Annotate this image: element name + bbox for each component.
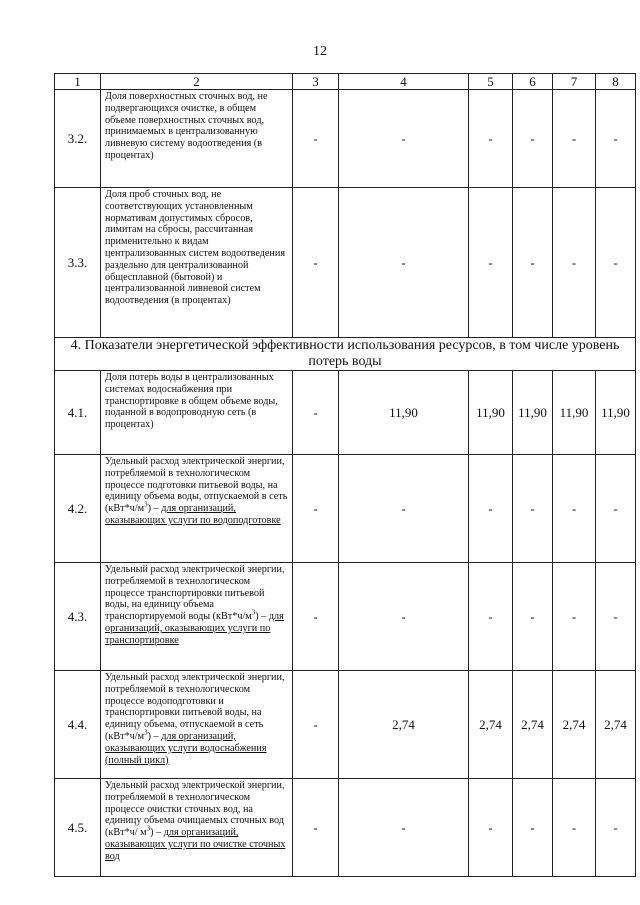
cell-col-5: - — [469, 188, 513, 338]
cell-col-6: 11,90 — [513, 371, 553, 455]
cell-col-3: - — [293, 90, 339, 188]
cell-col-7: - — [553, 455, 596, 563]
section-4-heading-row — [55, 338, 636, 371]
page-number: 12 — [313, 44, 327, 59]
cell-col-7: 2,74 — [553, 671, 596, 779]
cell-col-6: - — [513, 90, 553, 188]
cell-col-3: - — [293, 455, 339, 563]
cell-col-8: - — [596, 779, 636, 877]
cell-col-4: - — [339, 779, 469, 877]
cell-col-8: - — [596, 563, 636, 671]
row-description: Доля поверхностных сточных вод, не подвергающихся очистке, в общем объеме поверхностных сточных вод, принимаемых в централизованную ливневую систему водоотведения (в процентах) — [101, 90, 293, 188]
cell-col-7: - — [553, 90, 596, 188]
description-dash: ) – — [147, 503, 162, 515]
superscript: 3 — [144, 728, 148, 737]
header-col-6: 6 — [513, 74, 553, 90]
table-row-4-5 — [55, 779, 636, 877]
section-4-title: 4. Показатели энергетической эффективности использования ресурсов, в том числе уровень потерь воды — [55, 338, 636, 371]
row-number: 4.2. — [55, 455, 101, 563]
description-underlined: для организаций, оказывающих услуги по транспортировке — [105, 611, 284, 646]
table-row-4-2 — [55, 455, 636, 563]
row-description — [101, 779, 293, 877]
description-dash: ) – — [150, 827, 164, 839]
cell-col-4: 2,74 — [339, 671, 469, 779]
description-dash: ) – — [147, 730, 162, 742]
description-underlined: для организаций, оказывающих услуги по водоподготовке — [105, 503, 281, 526]
cell-col-3: - — [293, 188, 339, 338]
header-col-5: 5 — [469, 74, 513, 90]
cell-col-8: - — [596, 188, 636, 338]
row-number: 4.4. — [55, 671, 101, 779]
cell-col-4: - — [339, 90, 469, 188]
superscript: 3 — [144, 500, 148, 509]
row-description — [101, 671, 293, 779]
cell-col-4: - — [339, 563, 469, 671]
cell-col-6: - — [513, 779, 553, 877]
header-col-1: 1 — [55, 74, 101, 90]
cell-col-5: - — [469, 563, 513, 671]
cell-col-4: - — [339, 455, 469, 563]
row-description — [101, 455, 293, 563]
header-col-7: 7 — [553, 74, 596, 90]
row-description — [101, 563, 293, 671]
row-number: 4.1. — [55, 371, 101, 455]
row-number: 4.3. — [55, 563, 101, 671]
description-underlined: для организаций, оказывающих услуги водоснабжения (полный цикл) — [105, 730, 267, 766]
cell-col-3: - — [293, 563, 339, 671]
description-text: Удельный расход электрической энергии, потребляемой в технологическом процессе подготовки питьевой воды, на единицу объема воды, отпускаемой в сеть (кВт*ч/м — [105, 456, 288, 515]
cell-col-4: - — [339, 188, 469, 338]
cell-col-8: - — [596, 90, 636, 188]
superscript: 3 — [251, 608, 256, 617]
cell-col-3: - — [293, 671, 339, 779]
cell-col-5: 11,90 — [469, 371, 513, 455]
cell-col-7: - — [553, 779, 596, 877]
table-row-4-4 — [55, 671, 636, 779]
cell-col-3: - — [293, 371, 339, 455]
row-number: 3.3. — [55, 188, 101, 338]
row-description: Доля проб сточных вод, не соответствующих установленным нормативам допустимых сбросов, лимитам на сбросы, рассчитанная применительно к видам централизованных систем водоотведения раздельно для централизованной общесплавной (бытовой) и централизованной ливневой систем водоотведения (в процентах) — [101, 188, 293, 338]
description-underlined: для организаций, оказывающих услуги по очистке сточных вод — [105, 827, 286, 862]
header-col-3: 3 — [293, 74, 339, 90]
cell-col-5: - — [469, 455, 513, 563]
cell-col-8: 2,74 — [596, 671, 636, 779]
cell-col-6: - — [513, 455, 553, 563]
table-row-3-2 — [55, 90, 636, 188]
description-text: Удельный расход электрической энергии, потребляемой в технологическом процессе водоподготовки и транспортировки питьевой воды, на единицу объема, отпускаемой в сеть (кВт*ч/м — [105, 672, 285, 742]
cell-col-4: 11,90 — [339, 371, 469, 455]
header-col-4: 4 — [339, 74, 469, 90]
table-header-row — [55, 74, 636, 90]
table-row-4-3 — [55, 563, 636, 671]
superscript: 3 — [146, 824, 151, 833]
table-row-4-1 — [55, 371, 636, 455]
description-dash: ) – — [255, 611, 269, 623]
cell-col-8: 11,90 — [596, 371, 636, 455]
cell-col-6: - — [513, 188, 553, 338]
row-number: 3.2. — [55, 90, 101, 188]
cell-col-5: - — [469, 90, 513, 188]
row-description: Доля потерь воды в централизованных системах водоснабжения при транспортировке в общем объеме воды, поданной в водопроводную сеть (в процентах) — [101, 371, 293, 455]
indicators-table — [54, 73, 636, 877]
cell-col-7: - — [553, 563, 596, 671]
cell-col-8: - — [596, 455, 636, 563]
cell-col-7: 11,90 — [553, 371, 596, 455]
description-text: Удельный расход электрической энергии, потребляемой в технологическом процессе транспортировки питьевой воды, на единицу объема транспортируемой воды (кВт*ч/м — [105, 564, 285, 623]
header-col-8: 8 — [596, 74, 636, 90]
cell-col-5: 2,74 — [469, 671, 513, 779]
cell-col-5: - — [469, 779, 513, 877]
cell-col-6: 2,74 — [513, 671, 553, 779]
row-number: 4.5. — [55, 779, 101, 877]
table-row-3-3 — [55, 188, 636, 338]
cell-col-3: - — [293, 779, 339, 877]
header-col-2: 2 — [101, 74, 293, 90]
cell-col-7: - — [553, 188, 596, 338]
description-text: Удельный расход электрической энергии, потребляемой в технологическом процессе очистки сточных вод, на единицу объема очищаемых сточных вод (кВт*ч/ м — [105, 780, 285, 839]
cell-col-6: - — [513, 563, 553, 671]
